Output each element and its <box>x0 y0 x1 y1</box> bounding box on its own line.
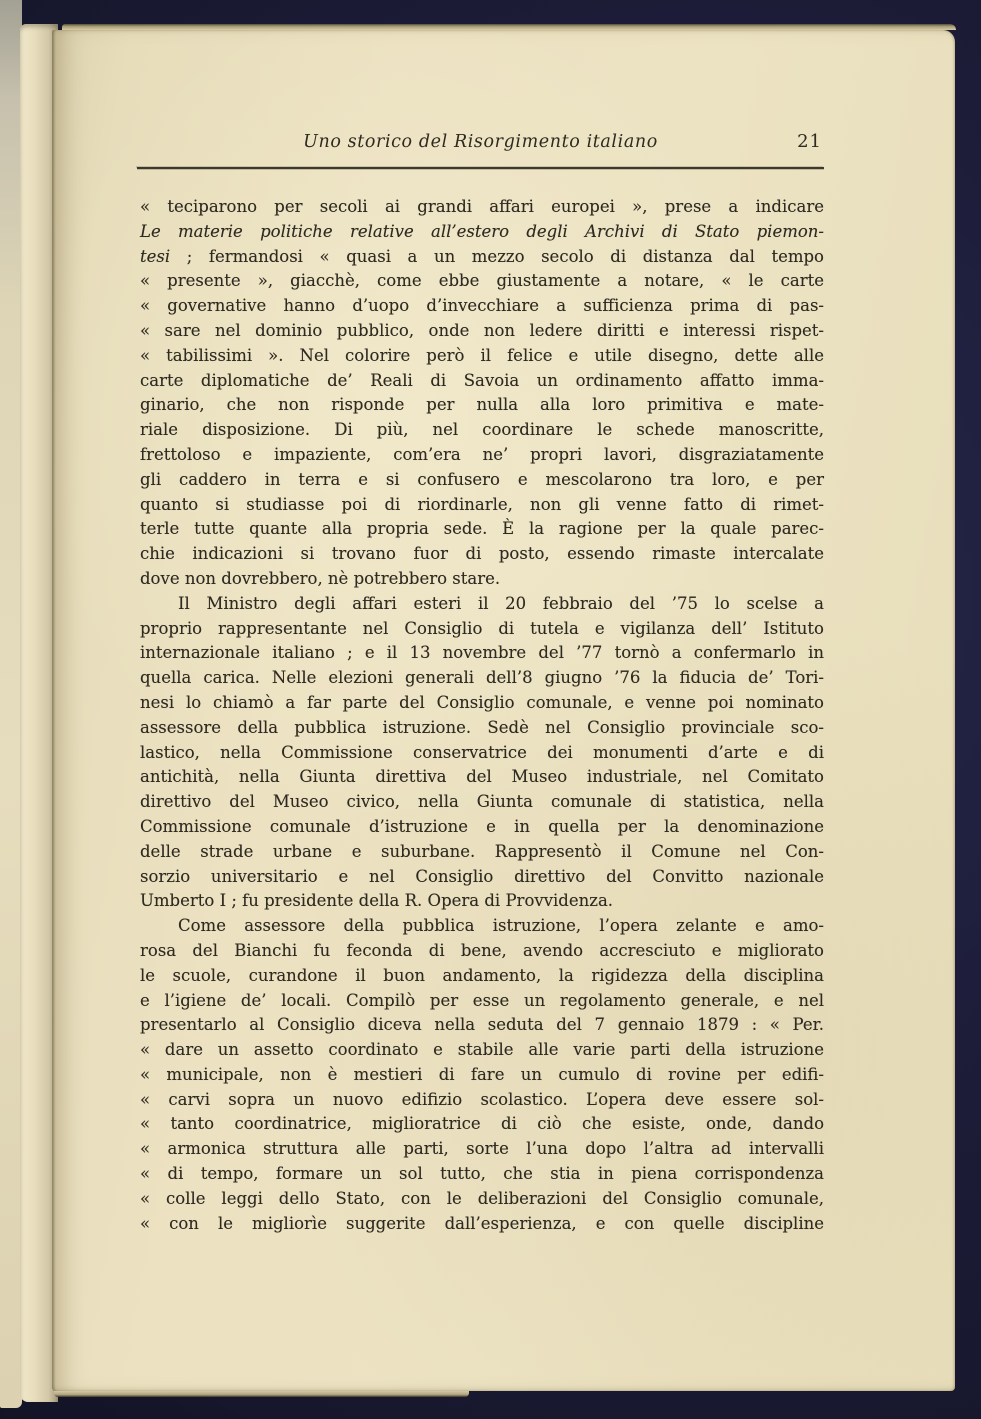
text-segment: « teciparono per secoli ai grandi affari europei », prese a indicare <box>140 197 824 216</box>
text-line <box>140 443 824 468</box>
text-line <box>140 567 824 592</box>
text-segment: Commissione comunale d’istruzione e in quella per la denominazione <box>140 816 824 836</box>
text-line <box>140 617 824 642</box>
text-segment: gli caddero in terra e si confusero e mescolarono tra loro, e per <box>140 469 824 489</box>
text-segment: ; fermandosi « quasi a un mezzo secolo di distanza dal tempo <box>170 246 824 266</box>
text-line <box>140 1088 824 1113</box>
text-segment: nesi lo chiamò a far parte del Consiglio comunale, e venne poi nominato <box>140 692 824 712</box>
text-line <box>140 195 824 220</box>
text-line <box>140 319 824 344</box>
text-segment: « sare nel dominio pubblico, onde non ledere diritti e interessi rispet- <box>140 320 824 340</box>
text-segment: « presente », giacchè, come ebbe giustamente a notare, « le carte <box>140 271 824 291</box>
text-line <box>140 1212 824 1237</box>
text-line <box>140 393 824 418</box>
text-line <box>140 493 824 518</box>
text-line <box>140 418 824 443</box>
running-title: Uno storico del Risorgimento italiano <box>303 132 658 152</box>
text-line <box>140 939 824 964</box>
text-line <box>140 245 824 270</box>
text-segment: e l’igiene de’ locali. Compilò per esse un regolamento generale, e nel <box>140 990 824 1010</box>
text-segment: quanto si studiasse poi di riordinarle, non gli venne fatto di rimet- <box>140 494 824 514</box>
text-line <box>140 220 824 245</box>
text-line <box>140 989 824 1014</box>
header-rule <box>137 167 824 169</box>
text-segment: « governative hanno d’uopo d’invecchiare a sufficienza prima di pas- <box>140 296 824 316</box>
text-segment: Come assessore della pubblica istruzione, l’opera zelante e amo- <box>178 916 824 936</box>
text-segment: assessore della pubblica istruzione. Sedè nel Consiglio provinciale sco- <box>140 717 824 737</box>
text-line <box>140 1063 824 1088</box>
page-number: 21 <box>797 131 822 152</box>
text-segment: delle strade urbane e suburbane. Rappresentò il Comune nel Con- <box>140 841 824 861</box>
text-segment: frettoloso e impaziente, com’era ne’ propri lavori, disgraziatamente <box>140 444 824 464</box>
text-segment: « colle leggi dello Stato, con le deliberazioni del Consiglio comunale, <box>140 1188 824 1208</box>
page-header <box>137 126 824 158</box>
text-line <box>140 641 824 666</box>
text-line <box>140 269 824 294</box>
text-line <box>140 964 824 989</box>
text-line <box>140 691 824 716</box>
text-line <box>140 468 824 493</box>
text-line <box>140 815 824 840</box>
text-segment: terle tutte quante alla propria sede. È la ragione per la quale parec- <box>140 519 824 539</box>
text-line <box>140 716 824 741</box>
text-segment: rosa del Bianchi fu feconda di bene, avendo accresciuto e migliorato <box>140 940 824 960</box>
page-stack-outer-edge <box>0 0 22 1408</box>
text-line <box>140 517 824 542</box>
text-line <box>140 1112 824 1137</box>
text-line <box>140 1187 824 1212</box>
italic-text-segment: Le materie politiche relative all’estero degli Archivi di Stato piemon- <box>140 221 824 241</box>
text-line <box>140 542 824 567</box>
text-line <box>140 914 824 939</box>
text-segment: le scuole, curandone il buon andamento, la rigidezza della disciplina <box>140 965 824 985</box>
text-segment: « municipale, non è mestieri di fare un cumulo di rovine per edifi- <box>140 1064 824 1084</box>
text-segment: lastico, nella Commissione conservatrice dei monumenti d’arte e di <box>140 742 824 762</box>
text-segment: Il Ministro degli affari esteri il 20 febbraio del ’75 lo scelse a <box>178 593 824 613</box>
text-segment: « tanto coordinatrice, miglioratrice di ciò che esiste, onde, dando <box>140 1114 824 1134</box>
text-line <box>140 1137 824 1162</box>
text-segment: « con le migliorìe suggerite dall’esperienza, e con quelle discipline <box>140 1213 824 1233</box>
italic-text-segment: tesi <box>140 246 171 266</box>
text-line <box>140 666 824 691</box>
text-segment: Umberto I ; fu presidente della R. Opera di Provvidenza. <box>140 891 614 911</box>
text-line <box>140 1038 824 1063</box>
text-line <box>140 1162 824 1187</box>
body-text-block <box>140 195 824 1236</box>
text-segment: dove non dovrebbero, nè potrebbero stare. <box>140 568 501 588</box>
text-line <box>140 1013 824 1038</box>
text-line <box>140 889 824 914</box>
text-line <box>140 790 824 815</box>
text-segment: « dare un assetto coordinato e stabile alle varie parti della istruzione <box>140 1040 824 1060</box>
text-segment: chie indicazioni si trovano fuor di posto, essendo rimaste intercalate <box>140 544 824 564</box>
text-segment: internazionale italiano ; e il 13 novembre del ’77 tornò a confermarlo in <box>140 643 824 663</box>
text-segment: « di tempo, formare un sol tutto, che stia in piena corrispondenza <box>140 1164 824 1184</box>
text-segment: « carvi sopra un nuovo edifizio scolastico. L’opera deve essere sol- <box>140 1089 824 1109</box>
text-line <box>140 294 824 319</box>
text-line <box>140 369 824 394</box>
text-segment: « armonica struttura alle parti, sorte l’una dopo l’altra ad intervalli <box>140 1139 824 1159</box>
text-segment: carte diplomatiche de’ Reali di Savoia un ordinamento affatto imma- <box>140 370 824 390</box>
text-segment: direttivo del Museo civico, nella Giunta comunale di statistica, nella <box>140 792 824 812</box>
text-segment: « tabilissimi ». Nel colorire però il felice e utile disegno, dette alle <box>140 345 824 365</box>
text-segment: antichità, nella Giunta direttiva del Museo industriale, nel Comitato <box>140 767 824 787</box>
text-segment: sorzio universitario e nel Consiglio direttivo del Convitto nazionale <box>140 866 824 886</box>
book-page <box>52 30 955 1391</box>
text-line <box>140 592 824 617</box>
text-line <box>140 865 824 890</box>
text-segment: ginario, che non risponde per nulla alla loro primitiva e mate- <box>140 395 824 415</box>
text-segment: presentarlo al Consiglio diceva nella seduta del 7 gennaio 1879 : « Per. <box>140 1015 824 1035</box>
text-line <box>140 840 824 865</box>
text-segment: quella carica. Nelle elezioni generali dell’8 giugno ’76 la fiducia de’ Tori- <box>140 668 824 688</box>
text-segment: proprio rappresentante nel Consiglio di tutela e vigilanza dell’ Istituto <box>140 618 824 638</box>
text-line <box>140 344 824 369</box>
text-segment: riale disposizione. Di più, nel coordinare le schede manoscritte, <box>140 420 824 440</box>
text-line <box>140 741 824 766</box>
text-line <box>140 765 824 790</box>
